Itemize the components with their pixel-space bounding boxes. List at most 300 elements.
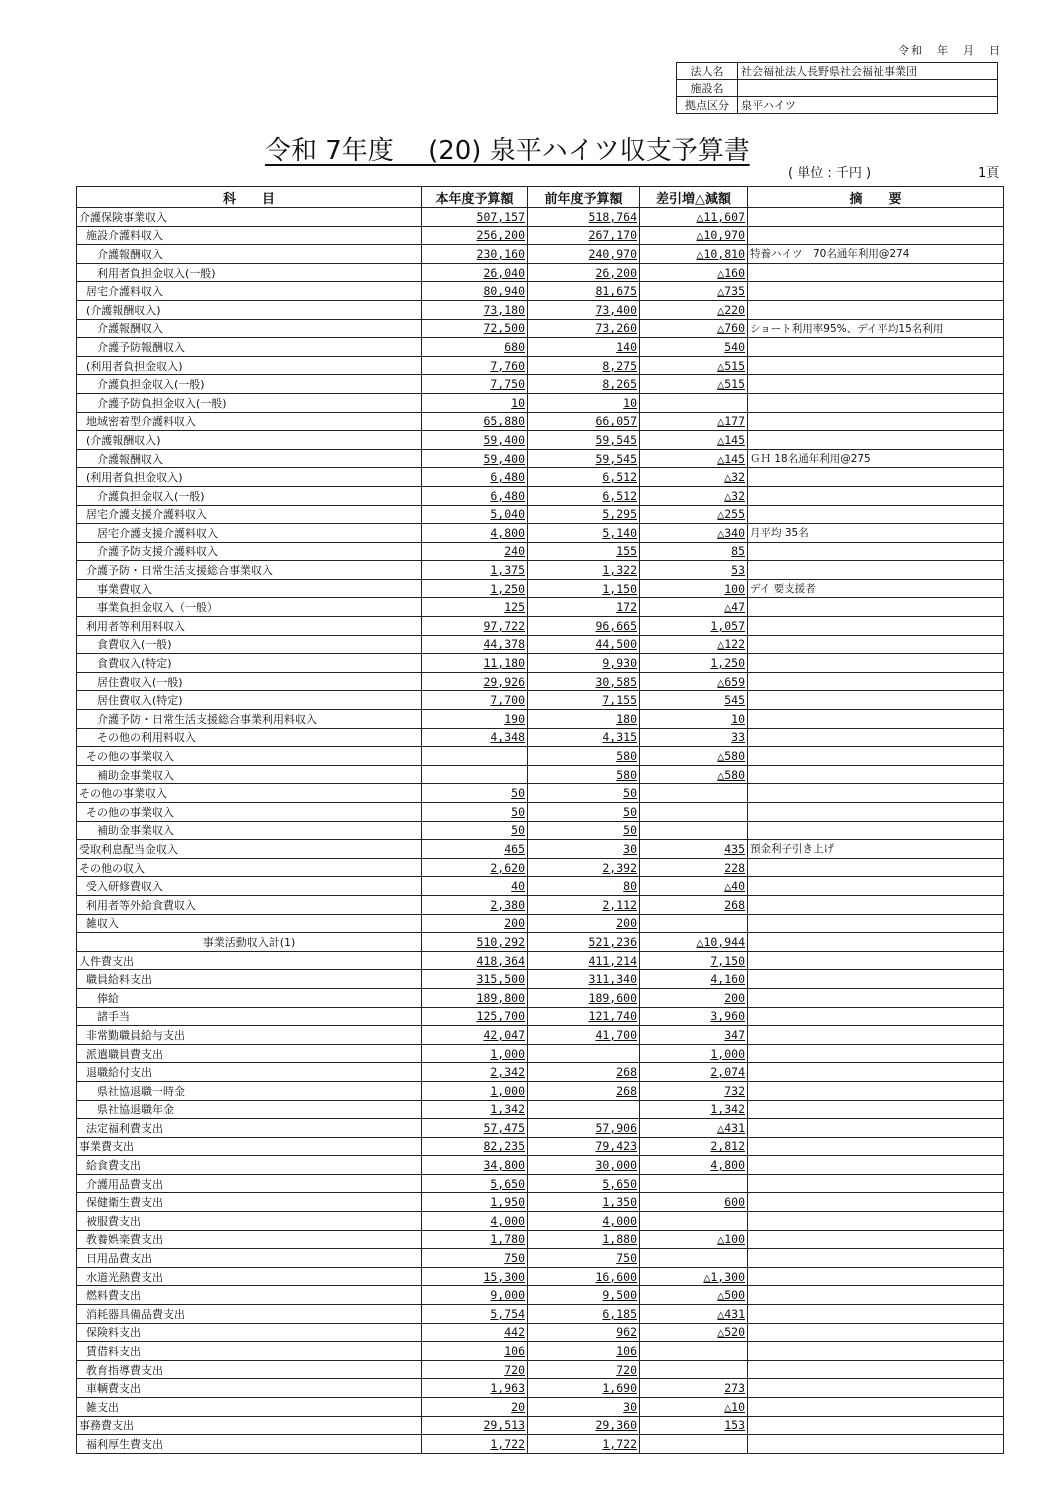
difference-cell — [640, 393, 748, 412]
account-name-cell: 利用者負担金収入(一般) — [77, 263, 422, 282]
current-budget-cell: 720 — [422, 1360, 528, 1379]
difference-cell — [640, 1342, 748, 1361]
previous-budget-cell: 50 — [528, 784, 640, 803]
column-header-note: 摘 要 — [748, 187, 1004, 208]
account-name-cell: 事務費支出 — [77, 1416, 422, 1435]
difference-cell: △580 — [640, 747, 748, 766]
previous-budget-cell: 9,930 — [528, 654, 640, 673]
difference-cell: 1,342 — [640, 1100, 748, 1119]
difference-cell: 2,812 — [640, 1137, 748, 1156]
difference-cell: 7,150 — [640, 951, 748, 970]
difference-cell: △47 — [640, 598, 748, 617]
budget-table — [76, 186, 1004, 1454]
info-row — [677, 97, 998, 114]
table-row — [77, 951, 1004, 970]
info-value: 泉平ハイツ — [738, 97, 998, 114]
current-budget-cell: 5,040 — [422, 505, 528, 524]
note-cell — [748, 970, 1004, 989]
note-cell: 特養ハイツ 70名通年利用@274 — [748, 245, 1004, 264]
table-row — [77, 1119, 1004, 1138]
note-cell: ＧＨ 18名通年利用@275 — [748, 449, 1004, 468]
table-row — [77, 1212, 1004, 1231]
account-name-cell: 事業活動収入計(1) — [77, 933, 422, 952]
page-title: 令和 7年度 (20) 泉平ハイツ収支予算書 — [265, 136, 750, 166]
difference-cell: 1,057 — [640, 617, 748, 636]
table-row — [77, 468, 1004, 487]
note-cell — [748, 282, 1004, 301]
previous-budget-cell: 1,150 — [528, 579, 640, 598]
account-name-cell: 事業費収入 — [77, 579, 422, 598]
table-row — [77, 1323, 1004, 1342]
previous-budget-cell: 580 — [528, 747, 640, 766]
note-cell — [748, 208, 1004, 227]
note-cell — [748, 933, 1004, 952]
previous-budget-cell: 580 — [528, 765, 640, 784]
table-row — [77, 803, 1004, 822]
difference-cell: △32 — [640, 468, 748, 487]
account-name-cell: 受取利息配当金収入 — [77, 840, 422, 859]
table-row — [77, 654, 1004, 673]
info-value: 社会福祉法人長野県社会福祉事業団 — [738, 63, 998, 80]
current-budget-cell: 11,180 — [422, 654, 528, 673]
previous-budget-cell — [528, 1044, 640, 1063]
difference-cell: △520 — [640, 1323, 748, 1342]
current-budget-cell: 680 — [422, 338, 528, 357]
current-budget-cell: 1,722 — [422, 1435, 528, 1454]
previous-budget-cell: 1,722 — [528, 1435, 640, 1454]
note-cell — [748, 561, 1004, 580]
current-budget-cell: 1,375 — [422, 561, 528, 580]
difference-cell: △659 — [640, 672, 748, 691]
table-row — [77, 933, 1004, 952]
account-name-cell: 消耗器具備品費支出 — [77, 1305, 422, 1324]
note-cell — [748, 1305, 1004, 1324]
table-row — [77, 747, 1004, 766]
note-cell — [748, 1416, 1004, 1435]
account-name-cell: 補助金事業収入 — [77, 821, 422, 840]
table-row — [77, 1416, 1004, 1435]
difference-cell: △160 — [640, 263, 748, 282]
note-cell — [748, 1360, 1004, 1379]
current-budget-cell: 230,160 — [422, 245, 528, 264]
note-cell — [748, 988, 1004, 1007]
account-name-cell: 法定福利費支出 — [77, 1119, 422, 1138]
table-row — [77, 319, 1004, 338]
info-row — [677, 80, 998, 97]
difference-cell — [640, 1174, 748, 1193]
account-name-cell: 介護保険事業収入 — [77, 208, 422, 227]
difference-cell: △1,300 — [640, 1267, 748, 1286]
previous-budget-cell: 7,155 — [528, 691, 640, 710]
info-key: 施設名 — [677, 80, 738, 97]
difference-cell: 153 — [640, 1416, 748, 1435]
table-row — [77, 300, 1004, 319]
difference-cell — [640, 821, 748, 840]
table-row — [77, 579, 1004, 598]
note-cell — [748, 300, 1004, 319]
current-budget-cell: 50 — [422, 784, 528, 803]
previous-budget-cell: 140 — [528, 338, 640, 357]
table-row — [77, 914, 1004, 933]
budget-table-header — [77, 187, 1004, 208]
table-row — [77, 784, 1004, 803]
table-row — [77, 728, 1004, 747]
unit-label: ( 単位 : 千円 ) — [788, 166, 872, 181]
difference-cell: △100 — [640, 1230, 748, 1249]
account-name-cell: 居宅介護支援介護料収入 — [77, 524, 422, 543]
previous-budget-cell: 2,392 — [528, 858, 640, 877]
previous-budget-cell: 79,423 — [528, 1137, 640, 1156]
account-name-cell: 保健衛生費支出 — [77, 1193, 422, 1212]
previous-budget-cell: 962 — [528, 1323, 640, 1342]
column-header-account: 科 目 — [77, 187, 422, 208]
table-row — [77, 858, 1004, 877]
date-line: 令和 年 月 日 — [898, 44, 1002, 57]
table-row — [77, 1267, 1004, 1286]
note-cell — [748, 914, 1004, 933]
account-name-cell: 教育指導費支出 — [77, 1360, 422, 1379]
previous-budget-cell: 30 — [528, 840, 640, 859]
account-name-cell: 居宅介護支援介護料収入 — [77, 505, 422, 524]
account-name-cell: 介護予防支援介護料収入 — [77, 542, 422, 561]
table-row — [77, 1342, 1004, 1361]
note-cell — [748, 1267, 1004, 1286]
note-cell — [748, 821, 1004, 840]
difference-cell: △431 — [640, 1119, 748, 1138]
table-row — [77, 877, 1004, 896]
previous-budget-cell: 59,545 — [528, 431, 640, 450]
previous-budget-cell: 66,057 — [528, 412, 640, 431]
table-row — [77, 895, 1004, 914]
current-budget-cell: 4,348 — [422, 728, 528, 747]
current-budget-cell: 1,000 — [422, 1081, 528, 1100]
previous-budget-cell: 521,236 — [528, 933, 640, 952]
info-value — [738, 80, 998, 97]
info-row — [677, 63, 998, 80]
difference-cell: 4,800 — [640, 1156, 748, 1175]
note-cell — [748, 858, 1004, 877]
note-cell — [748, 1379, 1004, 1398]
account-name-cell: 受入研修費収入 — [77, 877, 422, 896]
difference-cell: △580 — [640, 765, 748, 784]
note-cell — [748, 803, 1004, 822]
previous-budget-cell: 121,740 — [528, 1007, 640, 1026]
current-budget-cell: 50 — [422, 803, 528, 822]
previous-budget-cell: 268 — [528, 1063, 640, 1082]
previous-budget-cell: 1,880 — [528, 1230, 640, 1249]
current-budget-cell: 9,000 — [422, 1286, 528, 1305]
account-name-cell: 賃借料支出 — [77, 1342, 422, 1361]
note-cell — [748, 1156, 1004, 1175]
difference-cell: △340 — [640, 524, 748, 543]
previous-budget-cell: 81,675 — [528, 282, 640, 301]
difference-cell: △11,607 — [640, 208, 748, 227]
account-name-cell: 県社協退職年金 — [77, 1100, 422, 1119]
table-row — [77, 505, 1004, 524]
account-name-cell: 介護負担金収入(一般) — [77, 486, 422, 505]
table-row — [77, 561, 1004, 580]
table-row — [77, 635, 1004, 654]
note-cell — [748, 877, 1004, 896]
previous-budget-cell: 96,665 — [528, 617, 640, 636]
table-row — [77, 226, 1004, 245]
previous-budget-cell: 172 — [528, 598, 640, 617]
difference-cell: 228 — [640, 858, 748, 877]
current-budget-cell: 4,000 — [422, 1212, 528, 1231]
account-name-cell: (利用者負担金収入) — [77, 468, 422, 487]
current-budget-cell: 510,292 — [422, 933, 528, 952]
previous-budget-cell: 5,295 — [528, 505, 640, 524]
current-budget-cell: 59,400 — [422, 431, 528, 450]
note-cell — [748, 1286, 1004, 1305]
account-name-cell: その他の事業収入 — [77, 784, 422, 803]
note-cell: デイ 要支援者 — [748, 579, 1004, 598]
note-cell — [748, 486, 1004, 505]
current-budget-cell: 315,500 — [422, 970, 528, 989]
previous-budget-cell: 267,170 — [528, 226, 640, 245]
account-name-cell: 介護報酬収入 — [77, 449, 422, 468]
difference-cell: 268 — [640, 895, 748, 914]
current-budget-cell: 1,963 — [422, 1379, 528, 1398]
account-name-cell: 被服費支出 — [77, 1212, 422, 1231]
previous-budget-cell: 106 — [528, 1342, 640, 1361]
table-row — [77, 1044, 1004, 1063]
previous-budget-cell: 2,112 — [528, 895, 640, 914]
table-row — [77, 691, 1004, 710]
note-cell — [748, 375, 1004, 394]
difference-cell — [640, 1249, 748, 1268]
difference-cell — [640, 914, 748, 933]
current-budget-cell: 125 — [422, 598, 528, 617]
note-cell — [748, 672, 1004, 691]
info-key: 拠点区分 — [677, 97, 738, 114]
current-budget-cell: 1,342 — [422, 1100, 528, 1119]
current-budget-cell: 10 — [422, 393, 528, 412]
table-row — [77, 1230, 1004, 1249]
current-budget-cell: 34,800 — [422, 1156, 528, 1175]
note-cell — [748, 338, 1004, 357]
previous-budget-cell: 44,500 — [528, 635, 640, 654]
previous-budget-cell: 240,970 — [528, 245, 640, 264]
table-row — [77, 598, 1004, 617]
account-name-cell: 地域密着型介護料収入 — [77, 412, 422, 431]
previous-budget-cell: 41,700 — [528, 1026, 640, 1045]
current-budget-cell: 106 — [422, 1342, 528, 1361]
difference-cell: △255 — [640, 505, 748, 524]
difference-cell — [640, 1435, 748, 1454]
current-budget-cell: 1,250 — [422, 579, 528, 598]
column-header-difference: 差引増△減額 — [640, 187, 748, 208]
difference-cell: 100 — [640, 579, 748, 598]
account-name-cell: 介護予防報酬収入 — [77, 338, 422, 357]
previous-budget-cell: 50 — [528, 803, 640, 822]
difference-cell: △145 — [640, 449, 748, 468]
current-budget-cell: 65,880 — [422, 412, 528, 431]
table-row — [77, 393, 1004, 412]
table-row — [77, 988, 1004, 1007]
note-cell — [748, 1174, 1004, 1193]
difference-cell — [640, 803, 748, 822]
current-budget-cell: 42,047 — [422, 1026, 528, 1045]
note-cell — [748, 226, 1004, 245]
note-cell — [748, 1435, 1004, 1454]
difference-cell: 347 — [640, 1026, 748, 1045]
table-row — [77, 1026, 1004, 1045]
note-cell — [748, 617, 1004, 636]
note-cell — [748, 1342, 1004, 1361]
note-cell — [748, 1249, 1004, 1268]
current-budget-cell: 240 — [422, 542, 528, 561]
note-cell — [748, 951, 1004, 970]
table-row — [77, 1007, 1004, 1026]
note-cell — [748, 1081, 1004, 1100]
account-name-cell: 介護報酬収入 — [77, 245, 422, 264]
note-cell — [748, 1026, 1004, 1045]
difference-cell: 4,160 — [640, 970, 748, 989]
table-row — [77, 431, 1004, 450]
corporation-info-table — [676, 62, 998, 114]
difference-cell: 1,000 — [640, 1044, 748, 1063]
table-row — [77, 282, 1004, 301]
previous-budget-cell: 59,545 — [528, 449, 640, 468]
current-budget-cell: 29,926 — [422, 672, 528, 691]
current-budget-cell: 2,342 — [422, 1063, 528, 1082]
previous-budget-cell: 189,600 — [528, 988, 640, 1007]
current-budget-cell: 72,500 — [422, 319, 528, 338]
previous-budget-cell: 30,000 — [528, 1156, 640, 1175]
current-budget-cell: 256,200 — [422, 226, 528, 245]
info-body — [677, 63, 998, 114]
account-name-cell: (介護報酬収入) — [77, 300, 422, 319]
current-budget-cell: 418,364 — [422, 951, 528, 970]
previous-budget-cell: 411,214 — [528, 951, 640, 970]
current-budget-cell: 5,650 — [422, 1174, 528, 1193]
note-cell — [748, 1044, 1004, 1063]
previous-budget-cell: 6,512 — [528, 468, 640, 487]
previous-budget-cell: 268 — [528, 1081, 640, 1100]
note-cell — [748, 412, 1004, 431]
difference-cell: 540 — [640, 338, 748, 357]
previous-budget-cell: 10 — [528, 393, 640, 412]
account-name-cell: 食費収入(特定) — [77, 654, 422, 673]
current-budget-cell: 442 — [422, 1323, 528, 1342]
table-row — [77, 710, 1004, 729]
previous-budget-cell — [528, 1100, 640, 1119]
difference-cell: △122 — [640, 635, 748, 654]
previous-budget-cell: 9,500 — [528, 1286, 640, 1305]
account-name-cell: 諸手当 — [77, 1007, 422, 1026]
current-budget-cell: 15,300 — [422, 1267, 528, 1286]
note-cell — [748, 784, 1004, 803]
note-cell — [748, 895, 1004, 914]
current-budget-cell: 6,480 — [422, 486, 528, 505]
table-row — [77, 208, 1004, 227]
difference-cell — [640, 1360, 748, 1379]
current-budget-cell: 750 — [422, 1249, 528, 1268]
account-name-cell: 県社協退職一時金 — [77, 1081, 422, 1100]
difference-cell — [640, 1212, 748, 1231]
page-number: 1頁 — [978, 166, 1000, 181]
table-row — [77, 1379, 1004, 1398]
account-name-cell: 施設介護料収入 — [77, 226, 422, 245]
table-row — [77, 840, 1004, 859]
previous-budget-cell: 1,690 — [528, 1379, 640, 1398]
table-row — [77, 486, 1004, 505]
account-name-cell: 福利厚生費支出 — [77, 1435, 422, 1454]
current-budget-cell: 189,800 — [422, 988, 528, 1007]
previous-budget-cell: 200 — [528, 914, 640, 933]
note-cell: ショート利用率95%、デイ平均15名利用 — [748, 319, 1004, 338]
table-row — [77, 356, 1004, 375]
current-budget-cell: 20 — [422, 1398, 528, 1417]
note-cell: 月平均 35名 — [748, 524, 1004, 543]
table-row — [77, 1193, 1004, 1212]
note-cell — [748, 728, 1004, 747]
table-row — [77, 821, 1004, 840]
account-name-cell: その他の事業収入 — [77, 803, 422, 822]
note-cell — [748, 1063, 1004, 1082]
account-name-cell: 派遣職員費支出 — [77, 1044, 422, 1063]
previous-budget-cell: 180 — [528, 710, 640, 729]
difference-cell: 3,960 — [640, 1007, 748, 1026]
table-row — [77, 542, 1004, 561]
note-cell — [748, 431, 1004, 450]
previous-budget-cell: 4,000 — [528, 1212, 640, 1231]
previous-budget-cell: 16,600 — [528, 1267, 640, 1286]
previous-budget-cell: 73,260 — [528, 319, 640, 338]
current-budget-cell: 7,750 — [422, 375, 528, 394]
previous-budget-cell: 6,185 — [528, 1305, 640, 1324]
account-name-cell: その他の利用料収入 — [77, 728, 422, 747]
current-budget-cell: 50 — [422, 821, 528, 840]
previous-budget-cell: 57,906 — [528, 1119, 640, 1138]
table-row — [77, 1249, 1004, 1268]
difference-cell: △10,944 — [640, 933, 748, 952]
note-cell — [748, 1007, 1004, 1026]
previous-budget-cell: 155 — [528, 542, 640, 561]
table-row — [77, 1081, 1004, 1100]
current-budget-cell: 26,040 — [422, 263, 528, 282]
difference-cell: △220 — [640, 300, 748, 319]
difference-cell: △40 — [640, 877, 748, 896]
table-row — [77, 1360, 1004, 1379]
note-cell — [748, 1193, 1004, 1212]
table-row — [77, 1286, 1004, 1305]
account-name-cell: 雑収入 — [77, 914, 422, 933]
table-row — [77, 1137, 1004, 1156]
note-cell — [748, 1323, 1004, 1342]
note-cell — [748, 654, 1004, 673]
current-budget-cell: 1,950 — [422, 1193, 528, 1212]
difference-cell: △145 — [640, 431, 748, 450]
table-row — [77, 1156, 1004, 1175]
previous-budget-cell: 1,322 — [528, 561, 640, 580]
table-row — [77, 338, 1004, 357]
current-budget-cell: 59,400 — [422, 449, 528, 468]
previous-budget-cell: 8,275 — [528, 356, 640, 375]
account-name-cell: (利用者負担金収入) — [77, 356, 422, 375]
current-budget-cell: 125,700 — [422, 1007, 528, 1026]
table-row — [77, 672, 1004, 691]
table-row — [77, 1063, 1004, 1082]
current-budget-cell: 29,513 — [422, 1416, 528, 1435]
difference-cell: △431 — [640, 1305, 748, 1324]
previous-budget-cell: 1,350 — [528, 1193, 640, 1212]
current-budget-cell: 2,620 — [422, 858, 528, 877]
current-budget-cell: 73,180 — [422, 300, 528, 319]
difference-cell: 600 — [640, 1193, 748, 1212]
table-row — [77, 245, 1004, 264]
